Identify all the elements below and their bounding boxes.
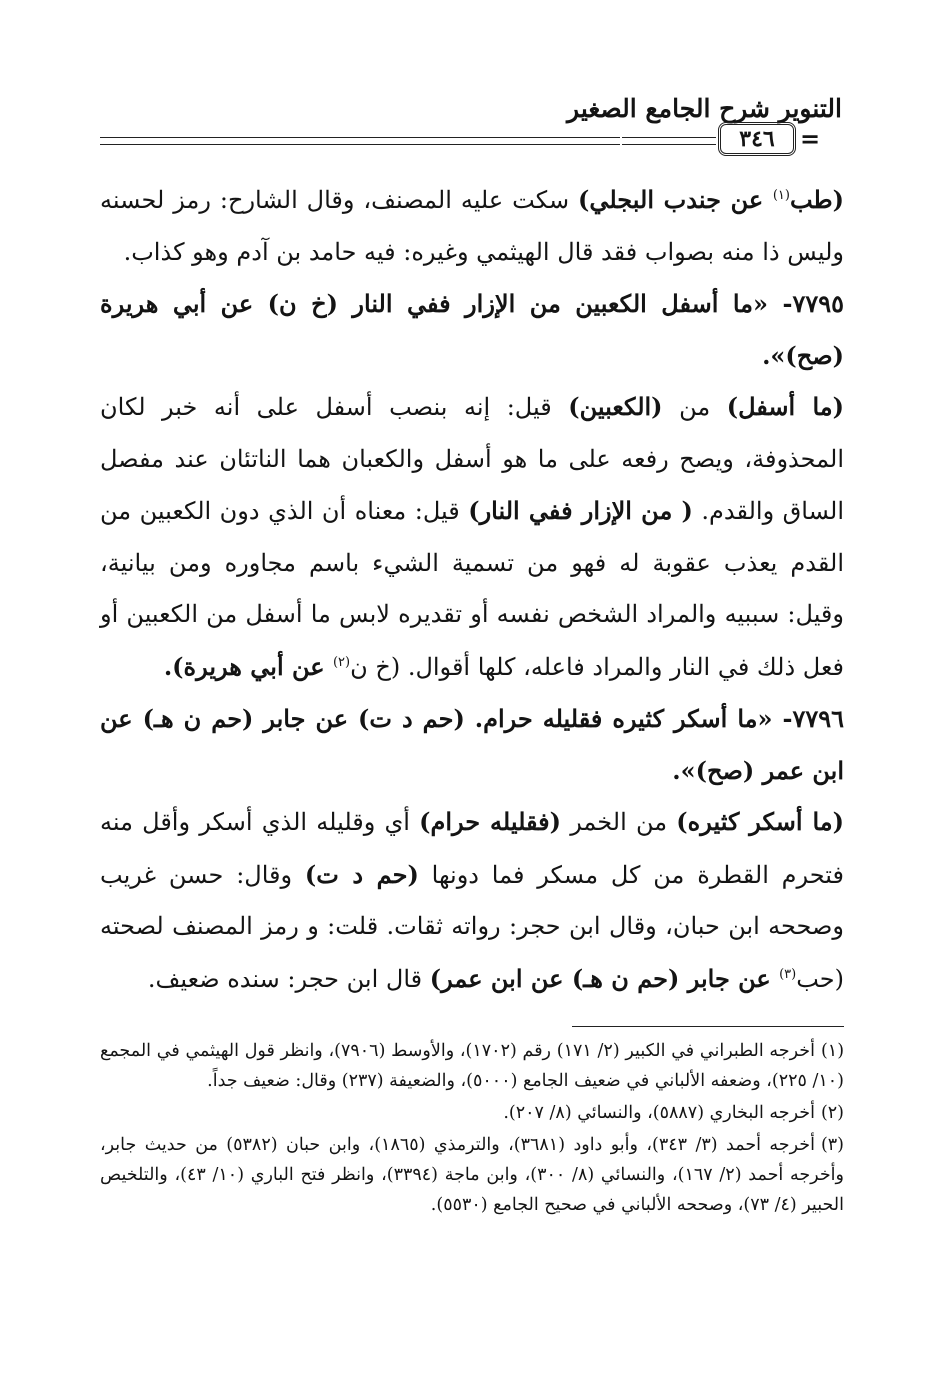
main-text xyxy=(100,174,844,1005)
header-rule-right-bottom xyxy=(622,144,716,145)
paragraph-3-text-h: قال ابن حجر: سنده ضعيف. xyxy=(147,964,430,993)
paragraph-3-text-d: أي وقليله الذي أسكر وأقل منه فتحرم القطرة من كل مسكر فما دونها xyxy=(100,808,844,889)
footnotes xyxy=(100,1036,844,1222)
paragraph-2-bold-g: عن أبي هريرة). xyxy=(163,651,333,681)
footnote-1-text: أخرجه الطبراني في الكبير (٢/ ١٧١) رقم (١٧٠٢)، والأوسط (٧٩٠٦)، وانظر قول الهيثمي في المجمع (١٠/ ٢٢٥)، وضعفه الألباني في ضعيف الجامع (٥٠٠٠)، والضعيفة (٢٣٧) وقال: ضعيف جداً. xyxy=(100,1041,844,1091)
footnote-1 xyxy=(100,1036,844,1096)
paragraph-2-text-d: قيل: إنه بنصب أسفل على أنه خبر لكان المحذوفة، ويصح رفعه على ما هو أسفل والكعبان هما الناتئان عند مفصل الساق والقدم. xyxy=(100,393,844,525)
paragraph-3-bold-c: (فقليله حرام) xyxy=(419,807,561,836)
paragraph-1-text: سكت عليه المصنف، وقال الشارح: رمز لحسنه وليس ذا منه بصواب فقد قال الهيثمي وغيره: فيه حامد بن آدم وهو كذاب. xyxy=(100,186,844,266)
footnote-2-number: (٢) xyxy=(820,1103,844,1123)
header-rule-bottom xyxy=(100,144,620,145)
paragraph-3-text-b: من الخمر xyxy=(561,808,677,836)
paragraph-2-text-b: من xyxy=(662,393,727,421)
footnote-1-number: (١) xyxy=(820,1041,845,1061)
footnote-2 xyxy=(100,1098,844,1128)
paragraph-3-text-f: وقال: حسن غريب وصححه ابن حبان، وقال ابن حجر: رواته ثقات. قلت: و رمز المصنف لصحته (حب xyxy=(100,860,844,993)
paragraph-3-bold-a: (ما أسكر كثيره) xyxy=(676,807,844,836)
paragraph-2-text-f: قيل: معناه أن الذي دون الكعبين من القدم يعذب عقوبة له فهو من تسمية الشيء باسم مجاوره ومن بيانية، وقيل: سببيه والمراد الشخص نفسه أو تقديره لابس ما أسفل من الكعبين أو فعل ذلك في النار والمراد فاعله، كلها أقوال. (خ ن xyxy=(100,497,844,681)
running-header-title: التنوير شرح الجامع الصغير xyxy=(567,94,842,123)
footnote-3-text: أخرجه أحمد (٣/ ٣٤٣)، وأبو داود (٣٦٨١)، والترمذي (١٨٦٥)، وابن حبان (٥٣٨٢) من حديث جابر، وأخرجه أحمد (٢/ ١٦٧)، والنسائي (٨/ ٣٠٠)، وابن ماجة (٣٣٩٤)، وانظر فتح الباري (١٠/ ٤٣)، والتلخيص الحبير (٤/ ٧٣)، وصححه الألباني في صحيح الجامع (٥٥٣٠). xyxy=(100,1135,844,1215)
paragraph-3-bold-e: (حم د ت) xyxy=(304,859,419,889)
footnote-separator xyxy=(572,1026,844,1027)
footnote-2-text: أخرجه البخاري (٥٨٨٧)، والنسائي (٨/ ٢٠٧). xyxy=(503,1103,815,1123)
paragraph-2-bold-e: ( من الإزار ففي النار) xyxy=(468,496,693,525)
page-number: ٣٤٦ xyxy=(718,122,796,156)
footnote-ref-1: (١) xyxy=(772,188,790,203)
footnote-3 xyxy=(100,1130,844,1220)
header-rule-top xyxy=(100,137,620,138)
paragraph-commentary-1 xyxy=(100,174,844,278)
footnote-3-number: (٣) xyxy=(820,1135,844,1155)
paragraph-3-bold-g: عن جابر (حم ن هـ) عن ابن عمر) xyxy=(429,963,780,993)
hadith-7795: ٧٧٩٥- «ما أسفل الكعبين من الإزار ففي النار (خ ن) عن أبي هريرة (صح)». xyxy=(100,289,844,370)
footnote-ref-3: (٣) xyxy=(779,966,797,982)
paragraph-2-bold-c: (الكعبين) xyxy=(568,392,663,421)
paragraph-commentary-3 xyxy=(100,796,844,1005)
page-number-mark: = xyxy=(800,124,821,153)
header-rule-right-top xyxy=(622,137,716,138)
hadith-7796: ٧٧٩٦- «ما أسكر كثيره فقليله حرام. (حم د ت) عن جابر (حم ن هـ) عن ابن عمر (صح)». xyxy=(100,704,844,785)
footnote-ref-2: (٢) xyxy=(332,654,351,670)
paragraph-1-bold-b: عن جندب البجلي) xyxy=(577,185,773,214)
paragraph-2-bold-a: (ما أسفل) xyxy=(726,392,844,421)
paragraph-1-bold-a: (طب xyxy=(789,185,844,214)
paragraph-commentary-2 xyxy=(100,381,844,693)
